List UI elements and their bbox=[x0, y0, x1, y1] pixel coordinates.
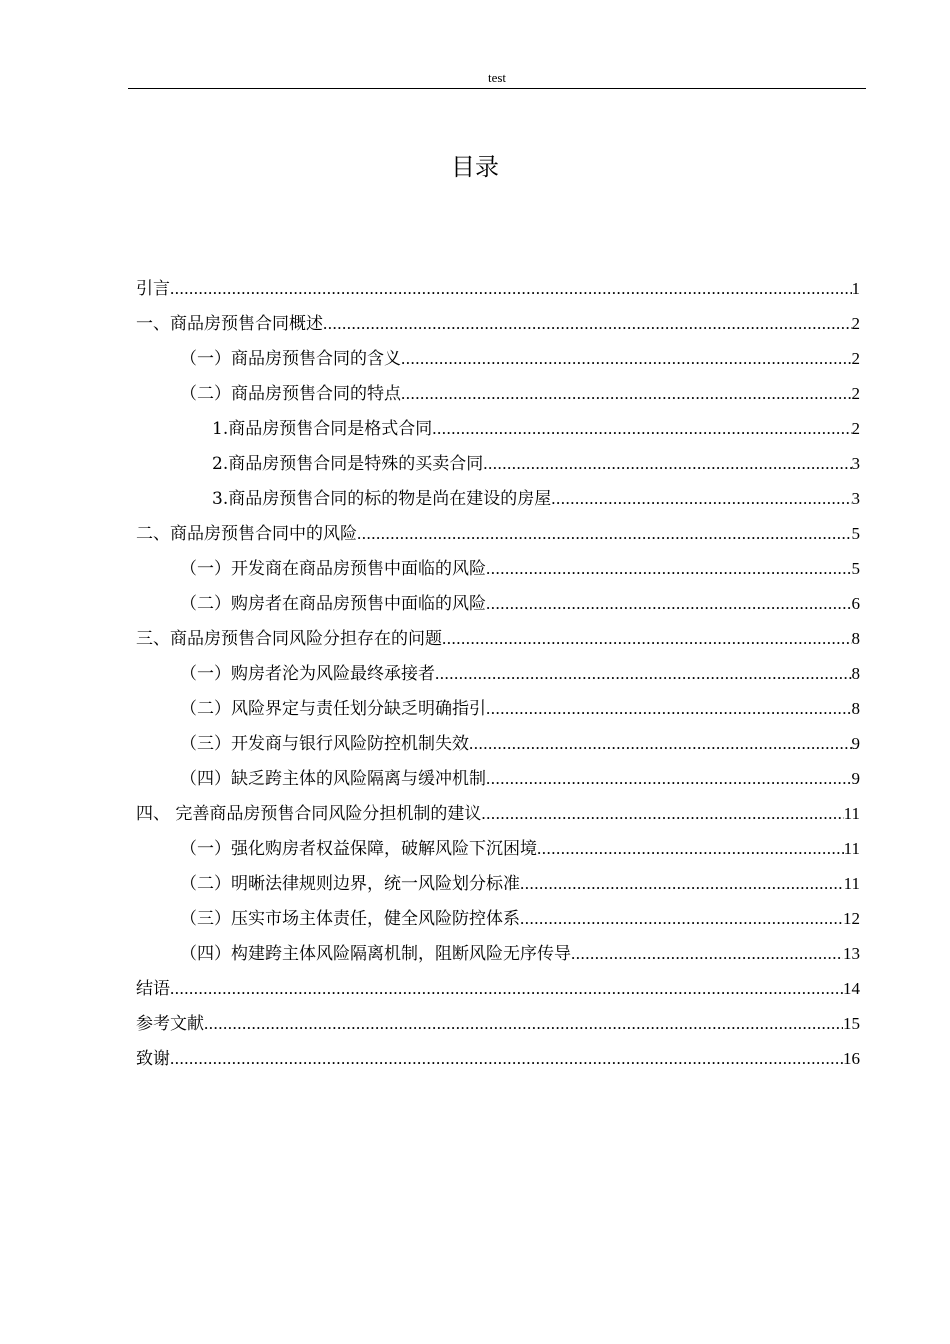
toc-page-number: 8 bbox=[851, 629, 860, 648]
toc-page-number: 12 bbox=[843, 909, 860, 928]
toc-leader-dots bbox=[571, 936, 843, 971]
toc-page-number: 5 bbox=[851, 524, 860, 543]
toc-entry[interactable] bbox=[136, 271, 860, 306]
toc-entry-text: （三）压实市场主体责任，健全风险防控体系 bbox=[180, 909, 520, 929]
toc-leader-dots bbox=[442, 621, 852, 656]
toc-entry[interactable] bbox=[136, 866, 860, 901]
toc-page-number: 1 bbox=[851, 279, 860, 298]
toc-leader-dots bbox=[486, 691, 852, 726]
toc-entry[interactable] bbox=[136, 831, 860, 866]
toc-entry[interactable] bbox=[136, 936, 860, 971]
toc-entry-text: 致谢 bbox=[136, 1049, 170, 1069]
toc-entry[interactable] bbox=[136, 516, 860, 551]
toc-entry-text: （四）构建跨主体风险隔离机制，阻断风险无序传导 bbox=[180, 944, 571, 964]
toc-leader-dots bbox=[537, 831, 844, 866]
table-of-contents bbox=[136, 271, 860, 1076]
toc-page-number: 9 bbox=[851, 769, 860, 788]
toc-page-number: 3 bbox=[851, 454, 860, 473]
toc-entry[interactable] bbox=[136, 971, 860, 1006]
toc-entry-text: 3.商品房预售合同的标的物是尚在建设的房屋 bbox=[212, 489, 552, 509]
toc-leader-dots bbox=[486, 586, 852, 621]
toc-page-number: 11 bbox=[843, 804, 860, 823]
toc-entry-text: 引言 bbox=[136, 279, 170, 299]
toc-leader-dots bbox=[520, 866, 844, 901]
toc-entry-text: （二）明晰法律规则边界，统一风险划分标准 bbox=[180, 874, 520, 894]
toc-entry-text: （一）商品房预售合同的含义 bbox=[180, 349, 401, 369]
toc-leader-dots bbox=[170, 271, 852, 306]
toc-entry-text: 1.商品房预售合同是格式合同 bbox=[212, 419, 433, 439]
toc-entry[interactable] bbox=[136, 1041, 860, 1076]
toc-leader-dots bbox=[170, 971, 843, 1006]
toc-leader-dots bbox=[486, 551, 852, 586]
toc-entry-text: 一、商品房预售合同概述 bbox=[136, 314, 323, 334]
toc-leader-dots bbox=[483, 446, 851, 481]
toc-leader-dots bbox=[204, 1006, 843, 1041]
toc-entry-text: （二）风险界定与责任划分缺乏明确指引 bbox=[180, 699, 486, 719]
toc-page-number: 15 bbox=[843, 1014, 860, 1033]
toc-page-number: 2 bbox=[851, 314, 860, 333]
toc-page-number: 16 bbox=[843, 1049, 860, 1068]
toc-page-number: 6 bbox=[851, 594, 860, 613]
toc-entry-text: （一）开发商在商品房预售中面临的风险 bbox=[180, 559, 486, 579]
toc-page-number: 3 bbox=[851, 489, 860, 508]
toc-leader-dots bbox=[486, 761, 852, 796]
toc-entry-text: （一）购房者沦为风险最终承接者 bbox=[180, 664, 435, 684]
toc-entry-text: （二）购房者在商品房预售中面临的风险 bbox=[180, 594, 486, 614]
toc-entry[interactable] bbox=[136, 341, 860, 376]
toc-entry[interactable] bbox=[136, 481, 860, 516]
toc-page-number: 13 bbox=[843, 944, 860, 963]
toc-page-number: 2 bbox=[851, 384, 860, 403]
toc-page-number: 8 bbox=[851, 664, 860, 683]
toc-page-number: 8 bbox=[851, 699, 860, 718]
toc-entry-text: 三、商品房预售合同风险分担存在的问题 bbox=[136, 629, 442, 649]
toc-leader-dots bbox=[323, 306, 852, 341]
toc-page-number: 11 bbox=[843, 874, 860, 893]
toc-entry-text: 四、 完善商品房预售合同风险分担机制的建议 bbox=[136, 804, 482, 824]
toc-leader-dots bbox=[432, 411, 851, 446]
toc-entry-text: 结语 bbox=[136, 979, 170, 999]
toc-entry[interactable] bbox=[136, 1006, 860, 1041]
toc-entry-text: （一）强化购房者权益保障，破解风险下沉困境 bbox=[180, 839, 537, 859]
toc-entry[interactable] bbox=[136, 726, 860, 761]
toc-entry[interactable] bbox=[136, 761, 860, 796]
toc-entry[interactable] bbox=[136, 306, 860, 341]
toc-entry[interactable] bbox=[136, 796, 860, 831]
toc-page-number: 14 bbox=[843, 979, 860, 998]
page-title: 目录 bbox=[451, 153, 499, 181]
toc-leader-dots bbox=[401, 341, 852, 376]
toc-entry-text: 参考文献 bbox=[136, 1014, 204, 1034]
toc-entry[interactable] bbox=[136, 691, 860, 726]
toc-entry-text: 二、商品房预售合同中的风险 bbox=[136, 524, 357, 544]
page-header bbox=[128, 70, 866, 89]
toc-page-number: 2 bbox=[851, 419, 860, 438]
toc-leader-dots bbox=[481, 796, 843, 831]
toc-entry[interactable] bbox=[136, 376, 860, 411]
toc-page-number: 2 bbox=[851, 349, 860, 368]
toc-entry[interactable] bbox=[136, 621, 860, 656]
toc-entry[interactable] bbox=[136, 586, 860, 621]
toc-entry[interactable] bbox=[136, 411, 860, 446]
toc-entry[interactable] bbox=[136, 656, 860, 691]
toc-leader-dots bbox=[401, 376, 852, 411]
toc-page-number: 5 bbox=[851, 559, 860, 578]
toc-leader-dots bbox=[551, 481, 851, 516]
toc-entry-text: （四）缺乏跨主体的风险隔离与缓冲机制 bbox=[180, 769, 486, 789]
toc-entry[interactable] bbox=[136, 901, 860, 936]
toc-leader-dots bbox=[435, 656, 852, 691]
toc-entry[interactable] bbox=[136, 446, 860, 481]
toc-leader-dots bbox=[357, 516, 852, 551]
toc-leader-dots bbox=[469, 726, 852, 761]
toc-page-number: 11 bbox=[843, 839, 860, 858]
toc-entry[interactable] bbox=[136, 551, 860, 586]
toc-entry-text: 2.商品房预售合同是特殊的买卖合同 bbox=[212, 454, 484, 474]
toc-entry-text: （二）商品房预售合同的特点 bbox=[180, 384, 401, 404]
toc-page-number: 9 bbox=[851, 734, 860, 753]
header-text: test bbox=[487, 70, 507, 85]
toc-entry-text: （三）开发商与银行风险防控机制失效 bbox=[180, 734, 469, 754]
toc-leader-dots bbox=[170, 1041, 843, 1076]
toc-leader-dots bbox=[520, 901, 843, 936]
